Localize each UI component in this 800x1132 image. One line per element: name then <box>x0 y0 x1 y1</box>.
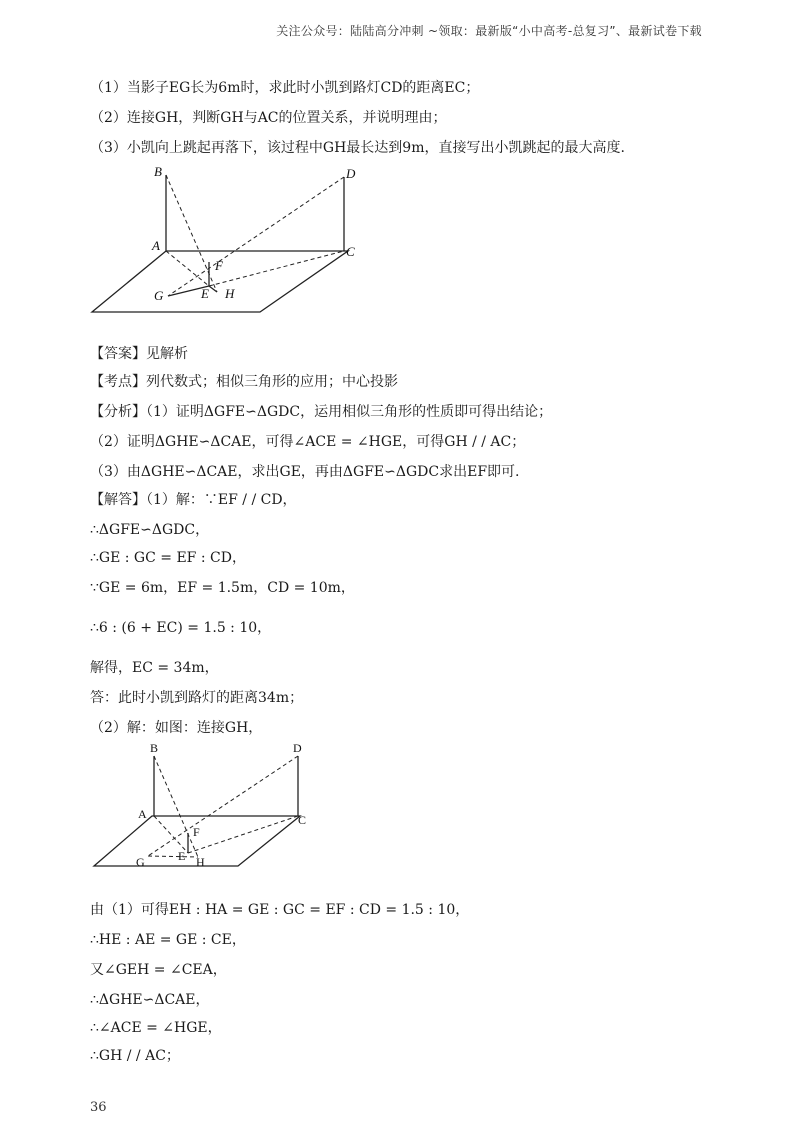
geometry-figure-1 <box>80 160 380 320</box>
page-header: 关注公众号：陆陆高分冲刺 ~领取：最新版“小中高考-总复习”、最新试卷下载 <box>276 24 702 38</box>
label-b: B <box>154 164 162 179</box>
label-f: F <box>193 825 200 839</box>
label-f: F <box>215 258 223 273</box>
line-ec <box>188 816 298 853</box>
proof-step-4: ∴ΔGHE∽ΔCAE， <box>90 992 210 1008</box>
label-g: G <box>154 288 164 303</box>
ray-bh <box>166 175 217 292</box>
geometry-figure-2 <box>80 738 340 878</box>
solution-step-6: 答：此时小凯到路灯的距离34m； <box>90 690 304 706</box>
label-b: B <box>150 741 159 755</box>
proof-step-5: ∴∠ACE = ∠HGE， <box>90 1020 222 1036</box>
label-a: A <box>152 238 160 253</box>
line-gh <box>148 856 198 857</box>
answer: 【答案】见解析 <box>90 346 188 362</box>
ray-dg <box>168 177 344 296</box>
solution-step-2: ∴GE : GC = EF : CD， <box>90 550 246 566</box>
label-e: E <box>178 849 186 863</box>
solution-step-1: ∴ΔGFE∽ΔGDC， <box>90 522 210 538</box>
solution-step-4: ∴6 : (6 + EC) = 1.5 : 10， <box>90 620 272 636</box>
shadow-eh <box>209 286 217 292</box>
label-g: G <box>136 855 145 869</box>
label-h: H <box>225 286 235 301</box>
label-h: H <box>196 855 205 869</box>
analysis-1: 【分析】（1）证明ΔGFE∽ΔGDC，运用相似三角形的性质即可得出结论； <box>90 404 553 420</box>
page-number: 36 <box>90 1100 107 1115</box>
kaodian: 【考点】列代数式；相似三角形的应用；中心投影 <box>90 374 398 390</box>
analysis-3: （3）由ΔGHE∽ΔCAE，求出GE，再由ΔGFE∽ΔGDC求出EF即可. <box>90 464 520 480</box>
analysis-2: （2）证明ΔGHE∽ΔCAE，可得∠ACE = ∠HGE，可得GH / / AC； <box>90 434 526 450</box>
question-2: （2）连接GH，判断GH与AC的位置关系，并说明理由； <box>90 110 447 126</box>
solution-1: 【解答】（1）解：∵EF / / CD， <box>90 492 297 508</box>
label-e: E <box>201 286 209 301</box>
solution-step-5: 解得，EC = 34m， <box>90 660 219 676</box>
label-c: C <box>298 813 307 827</box>
question-1: （1）当影子EG长为6m时，求此时小凯到路灯CD的距离EC； <box>90 80 480 96</box>
label-d: D <box>293 741 302 755</box>
solution-step-3: ∵GE = 6m，EF = 1.5m，CD = 10m， <box>90 580 355 596</box>
label-c: C <box>346 244 355 259</box>
ray-bh <box>154 756 198 857</box>
solution-step-7: （2）解：如图：连接GH， <box>90 720 263 736</box>
label-d: D <box>346 166 356 181</box>
proof-step-3: 又∠GEH = ∠CEA， <box>90 962 227 978</box>
label-a: A <box>138 807 147 821</box>
line-ae <box>166 251 209 286</box>
proof-step-1: 由（1）可得EH : HA = GE : GC = EF : CD = 1.5 : 10， <box>90 902 470 918</box>
question-3: （3）小凯向上跳起再落下，该过程中GH最长达到9m，直接写出小凯跳起的最大高度. <box>90 140 625 156</box>
proof-step-2: ∴HE : AE = GE : CE， <box>90 932 246 948</box>
proof-step-6: ∴GH / / AC； <box>90 1048 180 1064</box>
